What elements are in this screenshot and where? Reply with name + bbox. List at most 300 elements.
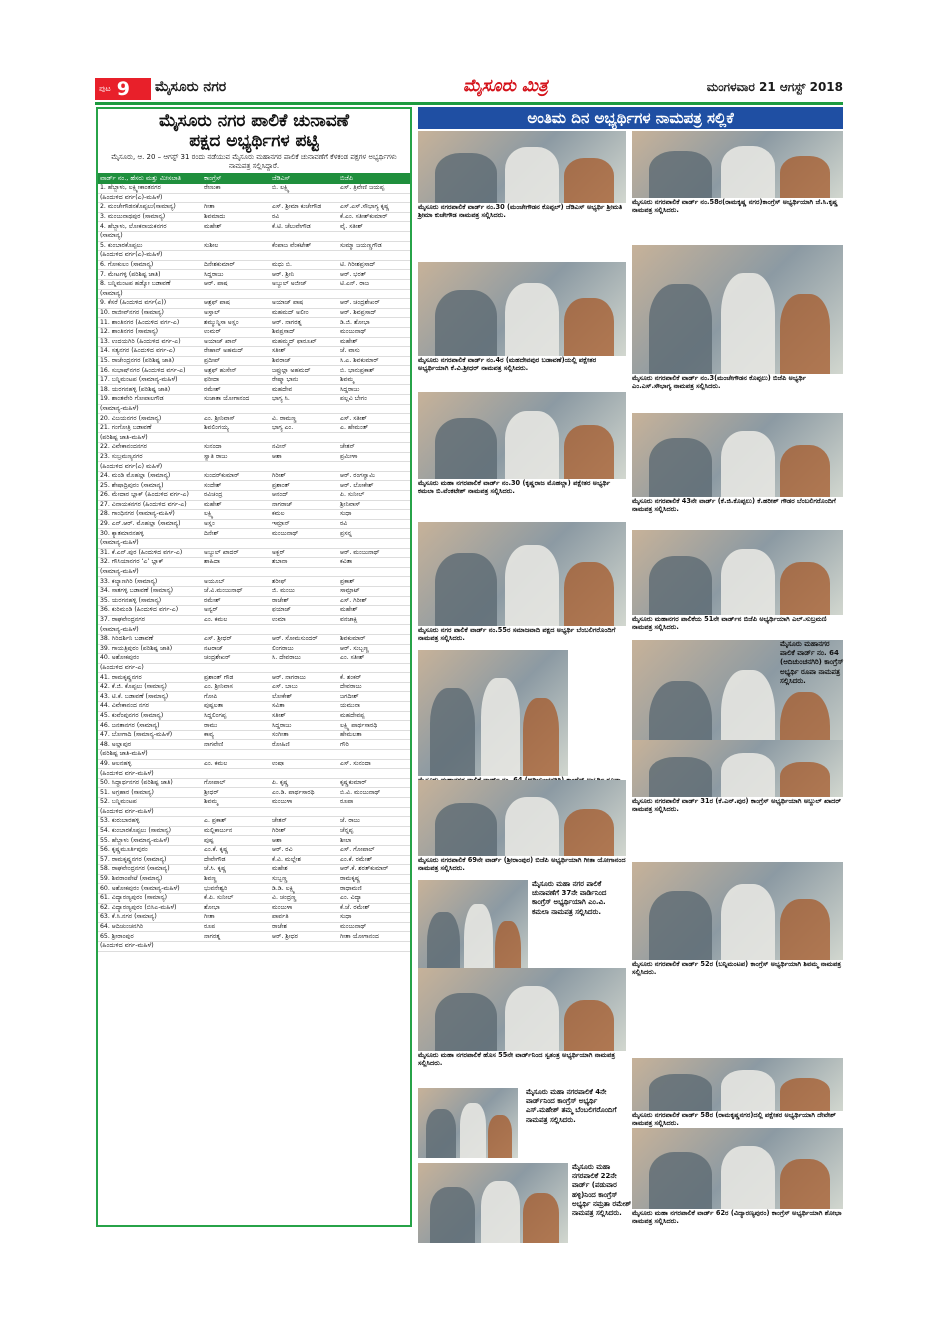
table-cell: ನವೀನ್ — [270, 443, 338, 453]
news-photo-tile — [418, 780, 626, 880]
table-cell: 54. ಕುಂಬಾರಕೊಪ್ಪಲು (ಸಾಮಾನ್ಯ) — [98, 826, 202, 836]
table-cell: 23. ಸುಬ್ರಮಣ್ಯನಗರ — [98, 452, 202, 462]
table-row — [98, 596, 410, 606]
table-cell: ರೇಣುಕಾ — [202, 184, 270, 193]
table-cell: ವೈ. ಸತೀಶ್ — [338, 222, 410, 232]
candidate-table — [98, 173, 410, 952]
news-photo-tile — [632, 1128, 843, 1233]
table-cell: ಸುನಂದಾ — [202, 443, 270, 453]
table-cell: ದಿನೇಶಕುಮಾರ್ — [202, 260, 270, 270]
table-cell: 47. ಬೋಗಾದಿ (ಸಾಮಾನ್ಯ-ಮಹಿಳೆ) — [98, 730, 202, 740]
table-cell: ಪ್ರಮೀಳಾ — [338, 452, 410, 462]
table-cell: ಜೆ.ವಿ.ಮಂಜುನಾಥ್ — [202, 586, 270, 596]
table-cell: ಶರೀಫ್ — [270, 577, 338, 587]
photo-caption: ಮೈಸೂರು ನಗರಪಾಲಿಕೆ ವಾರ್ಡ್ 58ರ (ರಾಮಕೃಷ್ಣನಗರ)ದಲ್ಲಿ ಪಕ್ಷೇತರ ಅಭ್ಯರ್ಥಿಯಾಗಿ ದೇವೇಶ್ ನಾಮಪತ್ರ ಸಲ್ಲಿಸಿದರು. — [632, 1111, 836, 1128]
table-cell: ದಿನೇಶ್ — [202, 529, 270, 539]
table-cell: 46. ಜನತಾನಗರ (ಸಾಮಾನ್ಯ) — [98, 721, 202, 731]
table-cell — [202, 404, 270, 414]
table-cell: ಸಾಮ್ರಾಟ್ — [338, 586, 410, 596]
table-cell: ಮಹೇಶ್ — [338, 606, 410, 616]
table-cell: 37. ರಾಘವೇಂದ್ರನಗರ — [98, 615, 202, 625]
table-cell: ಲೋಕೇಶ್ — [270, 692, 338, 702]
news-photo-tile — [632, 1058, 843, 1133]
table-cell: 12. ಶಾಂತಿನಗರ (ಸಾಮಾನ್ಯ) — [98, 327, 202, 337]
table-cell: 42. ಕೆ.ಜಿ. ಕೊಪ್ಪಲು (ಸಾಮಾನ್ಯ) — [98, 682, 202, 692]
table-row — [98, 836, 410, 846]
table-row — [98, 625, 410, 635]
table-row — [98, 193, 410, 203]
news-photo-tile — [418, 131, 626, 231]
table-cell: ಎಂ. ಕಮಲ — [202, 759, 270, 769]
table-cell: ಶಿವಣ್ಣ — [202, 874, 270, 884]
table-cell: ಎಸ್. ತ್ರಿವೇಣಿ ಜಯಪ್ಪ — [338, 184, 410, 193]
table-cell: ಆರ್. ಭರತ್ — [338, 270, 410, 280]
table-row — [98, 299, 410, 309]
table-cell — [270, 750, 338, 760]
table-cell: ಆರ್. ಶ್ರೀನಿ — [270, 270, 338, 280]
table-cell: ಲಿಂಗರಾಜು — [270, 644, 338, 654]
table-cell: ಲಕ್ಷ್ಮಿ ಪಾರ್ಥಸಾರಥಿ — [338, 721, 410, 731]
table-cell: ಅಯಾಜ್ ಪಾಷ — [270, 299, 338, 309]
table-row — [98, 308, 410, 318]
table-row — [98, 203, 410, 213]
table-cell: ಶಿವಮ್ಮ — [202, 798, 270, 808]
table-cell: (ಹಿಂದುಳಿದ ವರ್ಗ(ಎ) ಮಹಿಳೆ) — [98, 462, 202, 472]
photo-caption: ಮೈಸೂರು ಮಹಾನಗರ ಪಾಲಿಕೆಯ 51ನೇ ವಾರ್ಡ್‌ನ ಬಿಜೆಪಿ ಅಭ್ಯರ್ಥಿಯಾಗಿ ಎಲ್.ಸುಬ್ರಮಣಿ ನಾಮಪತ್ರ ಸಲ್ಲಿಸಿದರು. — [632, 615, 827, 632]
table-cell: ಆನಂದ್ — [270, 491, 338, 501]
table-cell — [202, 807, 270, 817]
table-row — [98, 385, 410, 395]
news-photo — [418, 1088, 518, 1158]
table-cell: 63. ಕೆ.ಸಿ.ನಗರ (ಸಾಮಾನ್ಯ) — [98, 913, 202, 923]
table-cell — [338, 193, 410, 203]
table-cell: ಅಸ್ತಾಲ್ — [202, 308, 270, 318]
table-cell: 28. ಗಾಂಧಿನಗರ (ಸಾಮಾನ್ಯ-ಮಹಿಳೆ) — [98, 510, 202, 520]
photo-caption: ಮೈಸೂರು ನಗರಪಾಲಿಕೆ ವಾರ್ಡ್ ನಂ.4ರ (ಮಹದೇವಪುರ ಬಡಾವಣೆ)ಯಲ್ಲಿ ಪಕ್ಷೇತರ ಅಭ್ಯರ್ಥಿಯಾಗಿ ಕೆ.ವಿ.ಶ್ರೀಧರ್ ನಾಮಪತ್ರ ಸಲ್ಲಿಸಿದರು. — [418, 356, 597, 373]
table-cell: 9. ಕೆಸರೆ (ಹಿಂದುಳಿದ ವರ್ಗ(ಎ)) — [98, 299, 202, 309]
table-cell: ಮಲ್ಲಿಕಾರ್ಜುನ — [202, 826, 270, 836]
table-cell — [338, 289, 410, 299]
table-cell: ಆರ್. ರವಿ — [270, 845, 338, 855]
table-cell — [270, 193, 338, 203]
table-cell: 40. ಅಶೋಕಪುರಂ — [98, 654, 202, 664]
table-cell: 18. ಯರಗನಹಳ್ಳಿ (ಪರಿಶಿಷ್ಟ ಜಾತಿ) — [98, 385, 202, 395]
table-cell: ಮಹೇಶ — [270, 865, 338, 875]
table-row — [98, 500, 410, 510]
table-cell: (ಹಿಂದುಳಿದ ವರ್ಗ-ಮಹಿಳೆ) — [98, 941, 202, 951]
table-cell: ಸಿ. ದೇವರಾಜು — [270, 654, 338, 664]
table-cell: (ಪರಿಶಿಷ್ಟ ಜಾತಿ-ಮಹಿಳೆ) — [98, 750, 202, 760]
table-cell: 29. ಎನ್.ಆರ್. ಮೊಹಲ್ಲಾ (ಸಾಮಾನ್ಯ) — [98, 519, 202, 529]
table-cell: ಪಿ. ಸುನೀಲ್ — [338, 491, 410, 501]
table-cell: ಎಸ್. ಗಿರೀಶ್ — [338, 596, 410, 606]
table-cell: ಉಮರ್ — [202, 327, 270, 337]
table-cell: 38. ಗಿರಿದರ್ಶಿನಿ ಬಡಾವಣೆ — [98, 634, 202, 644]
photo-caption: ಮೈಸೂರು ಮಹಾ ನಗರಪಾಲಿಕೆ ವಾರ್ಡ್ 62ರ (ವಿದ್ಯಾರಣ್ಯಪುರಂ) ಕಾಂಗ್ರೆಸ್ ಅಭ್ಯರ್ಥಿಯಾಗಿ ಶೋಭಾ ನಾಮಪತ್ರ ಸಲ್ಲಿಸಿದರು. — [632, 1209, 842, 1226]
table-row — [98, 548, 410, 558]
table-cell: (ಪರಿಶಿಷ್ಟ ಜಾತಿ-ಮಹಿಳೆ) — [98, 433, 202, 443]
table-cell: 11. ಶಾಂತಿನಗರ (ಹಿಂದುಳಿದ ವರ್ಗ-ಎ) — [98, 318, 202, 328]
news-photo — [632, 413, 843, 497]
table-cell: ರೂಪಾ — [338, 798, 410, 808]
table-cell: 36. ಕುರಿಮಂಡಿ (ಹಿಂದುಳಿದ ವರ್ಗ-ಎ) — [98, 606, 202, 616]
col-jds: ಜೆಡಿಎಸ್ — [270, 173, 338, 184]
table-cell: ಗಿರೀಶ್ — [270, 471, 338, 481]
table-cell: ಎಂ. ಕಮಲ — [202, 615, 270, 625]
table-cell: ನಟರಾಜ್ — [202, 644, 270, 654]
table-cell: ಶಮ್ಮುನ್ನಿಸಾ ಅಸ್ಲಂ — [202, 318, 270, 328]
table-cell: ಭಾಗ್ಯ ಎಂ. — [270, 423, 338, 433]
table-cell: ಚೇತನ್ — [270, 817, 338, 827]
table-cell: ಅನ್ವರ್ — [202, 606, 270, 616]
table-row — [98, 865, 410, 875]
table-cell: ಸಿದ್ದರಾಜು — [270, 721, 338, 731]
photo-caption: ಮೈಸೂರು ಮಹಾ ನಗರಪಾಲಿಕೆ ವಾರ್ಡ್ ನಂ.30 (ಕೃಷ್ಣರಾಜ ಮೊಹಲ್ಲಾ) ಪಕ್ಷೇತರ ಅಭ್ಯರ್ಥಿ ಕಮಲಾ ಬಿ.ವೆಂಕಟೇಶ್ ನಾಮಪತ್ರ ಸಲ್ಲಿಸಿದರು. — [418, 479, 611, 496]
table-row — [98, 817, 410, 827]
table-cell: (ಸಾಮಾನ್ಯ-ಮಹಿಳೆ) — [98, 567, 202, 577]
table-cell: 48. ಅಲ್ಲಾಪುರ — [98, 740, 202, 750]
news-photo — [632, 530, 843, 615]
table-cell: 30. ಕ್ಯಾತಮಾರನಹಳ್ಳಿ — [98, 529, 202, 539]
table-cell: ಶ್ರೀನಿವಾಸ್ — [338, 500, 410, 510]
table-cell: ಗೀತಾ — [202, 203, 270, 213]
table-cell — [202, 769, 270, 779]
table-row — [98, 481, 410, 491]
table-cell: ಸಂಗೀತಾ — [270, 730, 338, 740]
table-cell: ಕೃಷ್ಣಕುಮಾರ್ — [338, 778, 410, 788]
news-photo — [632, 245, 843, 374]
table-cell — [270, 231, 338, 241]
table-cell: ಸುಮ್ಮಾ ಜಯಣ್ಣಗೌಡ — [338, 241, 410, 251]
table-cell — [202, 433, 270, 443]
table-row — [98, 711, 410, 721]
table-cell: ರಮೇಶ್ — [202, 596, 270, 606]
table-cell: 59. ಶಿವರಾಂಪೇಟೆ (ಸಾಮಾನ್ಯ) — [98, 874, 202, 884]
table-cell: 25. ಶೇಷಾದ್ರಿಪುರಂ (ಸಾಮಾನ್ಯ) — [98, 481, 202, 491]
table-cell — [202, 941, 270, 951]
table-cell: ಬಿ. ಲಕ್ಷ್ಮಿ — [270, 184, 338, 193]
news-photo-tile — [418, 522, 626, 650]
table-row — [98, 941, 410, 951]
table-cell: ಎ. ಹೇಮಂತ್ — [338, 423, 410, 433]
table-cell: ಅಕ್ಬರ್ — [270, 548, 338, 558]
col-bjp: ಬಿಜೆಪಿ — [338, 173, 410, 184]
table-cell: ಕಾವ್ಯ — [202, 730, 270, 740]
table-cell: 31. ಕೆ.ಎನ್.ಪುರ (ಹಿಂದುಳಿದ ವರ್ಗ-ಎ) — [98, 548, 202, 558]
table-cell: 56. ಕೃಷ್ಣಮೂರ್ತಿಪುರಂ — [98, 845, 202, 855]
table-cell: ಗೀತಾ — [202, 913, 270, 923]
table-cell: ಮಹದೇವಪ್ಪ — [338, 711, 410, 721]
table-cell: 62. ವಿದ್ಯಾರಣ್ಯಪುರಂ (ಬಿಸಿಎ-ಮಹಿಳೆ) — [98, 903, 202, 913]
table-cell: ಎಸ್.ಎಸ್.ಸೌಭಾಗ್ಯ ಕೃಷ್ಣ — [338, 203, 410, 213]
table-cell: ಎಂ. ಶ್ರೀನಿವಾಸ್ — [202, 414, 270, 424]
news-photo — [632, 1128, 843, 1209]
table-cell: ಅಯೂಬ್ — [202, 577, 270, 587]
table-cell — [202, 289, 270, 299]
table-cell: 58. ರಾಘವೇಂದ್ರನಗರ (ಸಾಮಾನ್ಯ) — [98, 865, 202, 875]
table-cell: ಎಸ್. ಸತೀಶ್ — [338, 414, 410, 424]
table-cell: ಸತೀಶ್ — [270, 347, 338, 357]
table-row — [98, 356, 410, 366]
page-header — [95, 76, 843, 102]
table-row — [98, 932, 410, 942]
table-cell: 21. ಗಂಗೋತ್ರಿ ಬಡಾವಣೆ — [98, 423, 202, 433]
table-cell: ಆರ್. ರಂಗಸ್ವಾಮಿ — [338, 471, 410, 481]
table-cell: ಡಿ.ಜಿ. ಶೋಭಾ — [338, 318, 410, 328]
table-cell: ರಾಜೇಶ್ — [270, 596, 338, 606]
table-row — [98, 519, 410, 529]
table-cell: ಮಹೇಶ್ — [338, 337, 410, 347]
table-row — [98, 462, 410, 472]
table-cell: ಎಂ. ವಿದ್ಯಾ — [338, 893, 410, 903]
table-cell — [338, 251, 410, 261]
table-row — [98, 318, 410, 328]
table-cell: ಸಿದ್ದರಾಜು — [202, 270, 270, 280]
table-row — [98, 606, 410, 616]
table-cell: ಎಂ.ಡಿ. ಪಾರ್ಥಸಾರಥಿ — [270, 788, 338, 798]
table-cell — [202, 625, 270, 635]
table-cell: ಮಂಜುನಾಥ್ — [270, 529, 338, 539]
table-row — [98, 471, 410, 481]
list-title: ಮೈಸೂರು ನಗರ ಪಾಲಿಕೆ ಚುನಾವಣೆ — [158, 111, 350, 131]
table-cell: ವಿ. ರಾಮಣ್ಣ — [270, 414, 338, 424]
table-cell — [202, 193, 270, 203]
table-cell: ಆರ್. ಲೋಕೇಶ್ — [338, 481, 410, 491]
table-cell: ಶಿವಮ್ಮ — [338, 375, 410, 385]
table-cell: ಅಸ್ಲಂ — [202, 519, 270, 529]
table-cell: 45. ಕುವೆಂಪುನಗರ (ಸಾಮಾನ್ಯ) — [98, 711, 202, 721]
table-cell: ಸುಧಾ — [338, 913, 410, 923]
table-cell: ಕೆ. ಶಂಕರ್ — [338, 673, 410, 683]
table-cell — [202, 538, 270, 548]
list-intro: ಮೈಸೂರು, ಆ. 20 – ಆಗಸ್ಟ್ 31 ರಂದು ನಡೆಯುವ ಮೈಸೂರು ಮಹಾನಗರ ಪಾಲಿಕೆ ಚುನಾವಣೆಗೆ ಕೆಳಕಂಡ ಪಕ್ಷಗಳ ಅಭ್ಯರ್ಥಿಗಳು ನಾಮಪತ್ರ ಸಲ್ಲಿಸಿದ್ದಾರೆ. — [111, 153, 397, 170]
table-cell: ಕೆ.ವಿ. ಮಲ್ಲೇಶ — [270, 855, 338, 865]
table-cell: ರೋಹಿಣಿ — [270, 740, 338, 750]
table-row — [98, 289, 410, 299]
news-photo — [632, 862, 843, 960]
table-cell: ಜಿ. ಮಂಜು — [270, 586, 338, 596]
news-photo — [418, 522, 626, 626]
table-cell: ಸುಜಾತಾ ಯೋಗಾನಂದ — [202, 395, 270, 405]
table-cell: ಸುಶೀಲ — [202, 241, 270, 251]
table-cell: (ಸಾಮಾನ್ಯ) — [98, 231, 202, 241]
table-cell: ಭಾಗ್ಯ ಸಿ. — [270, 395, 338, 405]
table-cell: ಶಿವರಾಜ್ — [270, 356, 338, 366]
table-cell: ಚೆನ್ನಪ್ಪ — [338, 826, 410, 836]
table-cell — [202, 462, 270, 472]
table-cell: ಭುವನೇಶ್ವರಿ — [202, 884, 270, 894]
table-cell: 4. ಹೆಬ್ಬಾಳು, ಲೋಕನಾಯಕನಗರ — [98, 222, 202, 232]
table-cell: ಸಂದೇಶ್ — [202, 481, 270, 491]
table-cell: ಉಮಾ — [270, 615, 338, 625]
table-cell: 32. ಗೌಸಿಯಾನಗರ ‘ಎ’ ಬ್ಲಾಕ್ — [98, 558, 202, 568]
table-cell: 3. ಮಂಜುನಾಥಪುರ (ಸಾಮಾನ್ಯ) — [98, 212, 202, 222]
table-cell: 20. ವಿಜಯನಗರ (ಸಾಮಾನ್ಯ) — [98, 414, 202, 424]
table-cell: ಶಬಾನಾ — [270, 558, 338, 568]
table-row — [98, 778, 410, 788]
table-row — [98, 702, 410, 712]
page-number: 9 — [116, 78, 130, 100]
table-cell: ಇಮ್ರಾನ್ — [270, 519, 338, 529]
table-cell: ಸಿದ್ದಲಿಂಗಪ್ಪ — [202, 711, 270, 721]
table-cell: ಆರ್. ಚಂದ್ರಶೇಖರ್ — [338, 299, 410, 309]
table-cell: ಪ್ರಸನ್ನ — [338, 529, 410, 539]
table-cell: ಮಹೇಶ್ — [202, 500, 270, 510]
table-row — [98, 567, 410, 577]
table-header-row — [98, 173, 410, 184]
photo-caption: ಮೈಸೂರು ನಗರಪಾಲಿಕೆ ವಾರ್ಡ್ ನಂ.30 (ಮಂಚೇಗೌಡನ ಕೊಪ್ಪಲ್) ಜೆಡಿಎಸ್ ಅಭ್ಯರ್ಥಿ ಶ್ರೀಮತಿ ಶ್ರೀಮಾ ಕುಚೇಗೌಡ ನಾಮಪತ್ರ ಸಲ್ಲಿಸಿದರು. — [418, 203, 623, 220]
table-row — [98, 231, 410, 241]
table-row — [98, 529, 410, 539]
table-cell: ಸಿ.ಎ. ಶಿವಕುಮಾರ್ — [338, 356, 410, 366]
table-cell: ಮಂಜುನಾಥ್ — [338, 922, 410, 932]
table-row — [98, 222, 410, 232]
table-cell: ಶಿವಪ್ರಸಾದ್ — [270, 327, 338, 337]
table-row — [98, 634, 410, 644]
table-row — [98, 893, 410, 903]
table-cell: ರಾಮಕೃಷ್ಣ — [338, 874, 410, 884]
table-cell — [270, 941, 338, 951]
table-cell: ಜೆ. ವಾಸು — [338, 347, 410, 357]
table-row — [98, 692, 410, 702]
table-row — [98, 884, 410, 894]
table-cell: ಅಯಾಜ್ ಖಾನ್ — [202, 337, 270, 347]
news-photo-tile — [632, 245, 843, 400]
table-row — [98, 586, 410, 596]
table-row — [98, 577, 410, 587]
table-cell: ಅಶ್ರಫ್ ಹುಸೇನ್ — [202, 366, 270, 376]
photo-caption: ಮೈಸೂರು ನಗರಪಾಲಿಕೆ ವಾರ್ಡ್ 52ರ (ಬನ್ನಿಮಂಟಪ) ಕಾಂಗ್ರೆಸ್ ಅಭ್ಯರ್ಥಿಯಾಗಿ ಶಿವಮ್ಮ ನಾಮಪತ್ರ ಸಲ್ಲಿಸಿದರು. — [632, 960, 841, 977]
table-cell: ಕೆ.ಪಿ. ಸುನೀಲ್ — [202, 893, 270, 903]
table-cell: ದೇವರಾಜು — [338, 682, 410, 692]
table-cell: ಪ್ರದೀಪ್ — [202, 356, 270, 366]
table-cell: 14. ಸತ್ಯನಗರ (ಹಿಂದುಳಿದ ವರ್ಗ-ಎ) — [98, 347, 202, 357]
table-cell: ರಮೇಶ್ — [202, 385, 270, 395]
table-cell: (ಹಿಂದುಳಿದ ವರ್ಗ-ಮಹಿಳೆ) — [98, 769, 202, 779]
table-cell: ಡಿ.ಡಿ. ಲಕ್ಷ್ಮಿ — [270, 884, 338, 894]
table-cell: 13. ಉದಯಗಿರಿ (ಹಿಂದುಳಿದ ವರ್ಗ-ಎ) — [98, 337, 202, 347]
header-rule — [95, 102, 843, 105]
table-row — [98, 855, 410, 865]
table-cell: ಸಿದ್ದರಾಜು — [338, 385, 410, 395]
table-cell: ಶಿವಲಿಂಗಯ್ಯ — [202, 423, 270, 433]
table-cell: 49. ಆಲನಹಳ್ಳಿ — [98, 759, 202, 769]
table-cell: 1. ಹೆಬ್ಬಾಳು, ಲಕ್ಷ್ಮೀಕಾಂತನಗರ — [98, 184, 202, 193]
news-photo-tile — [418, 392, 626, 507]
table-cell: ರಾಧಾಮಣಿ — [338, 884, 410, 894]
table-cell: 22. ವಿವೇಕಾನಂದನಗರ — [98, 443, 202, 453]
col-congress: ಕಾಂಗ್ರೆಸ್ — [202, 173, 270, 184]
table-cell: ಗೌರಿ — [338, 740, 410, 750]
table-row — [98, 443, 410, 453]
table-cell: (ಹಿಂದುಳಿದ ವರ್ಗ-ಎ) — [98, 663, 202, 673]
table-cell: ಹೇಮಲತಾ — [338, 730, 410, 740]
table-cell: 24. ಮಂಡಿ ಮೊಹಲ್ಲಾ (ಸಾಮಾನ್ಯ) — [98, 471, 202, 481]
table-cell: ಎಸ್. ಗೋಪಾಲ್ — [338, 845, 410, 855]
table-cell: ಸುಂದರ್‌ಕುಮಾರ್ — [202, 471, 270, 481]
table-cell: ಆರ್.ಕೆ. ಶರತ್‌ಕುಮಾರ್ — [338, 865, 410, 875]
table-cell: ಮಂಜುಳಾ — [270, 798, 338, 808]
table-row — [98, 337, 410, 347]
table-cell: ಸುಧಾ — [338, 510, 410, 520]
table-row — [98, 270, 410, 280]
news-photo — [632, 131, 843, 198]
table-cell — [338, 941, 410, 951]
table-cell: ರವಿಚಂದ್ರ — [202, 491, 270, 501]
table-row — [98, 845, 410, 855]
table-cell — [202, 231, 270, 241]
table-cell: ಶಿವಮಾದು — [202, 212, 270, 222]
table-cell: ಸತೀಶ್ — [270, 711, 338, 721]
photo-caption: ಮೈಸೂರು ನಗರಪಾಲಿಕೆ ವಾರ್ಡ್ ನಂ.3(ಮಂಚೇಗೌಡನ ಕೊಪ್ಪಲು) ಬಿಜೆಪಿ ಅಭ್ಯರ್ಥಿ ಎಂ.ಎಸ್.ಸೌಭಾಗ್ಯ ನಾಮಪತ್ರ ಸಲ್ಲಿಸಿದರು. — [632, 374, 807, 391]
table-cell: ಅಬ್ದುಲ್ ಅಜೀಜ್ — [270, 279, 338, 289]
table-cell — [202, 663, 270, 673]
table-cell: ಎಸ್. ಬಾಬು — [270, 682, 338, 692]
table-cell: ಮಂಜುನಾಥ್ — [338, 327, 410, 337]
table-row — [98, 788, 410, 798]
table-cell: ಪುಷ್ಪಲತಾ — [202, 702, 270, 712]
table-row — [98, 538, 410, 548]
table-cell: ಕೆಂಪಾಜ ವೆಂಕಟೇಶ್ — [270, 241, 338, 251]
table-cell: ರೂಪ — [202, 922, 270, 932]
table-cell: ಸುಬ್ಬಣ್ಣ — [270, 874, 338, 884]
table-row — [98, 730, 410, 740]
table-row — [98, 759, 410, 769]
table-cell: ನಾಗರತ್ನ — [202, 932, 270, 942]
table-cell: ಪಾರ್ವತಿ — [270, 913, 338, 923]
table-cell: ಜಗದೀಶ್ — [338, 692, 410, 702]
table-cell: (ಹಿಂದುಳಿದ ವರ್ಗ(ಎ)-ಮಹಿಳೆ) — [98, 193, 202, 203]
table-cell: ಕೆ.ಜೆ. ರಮೇಶ್ — [338, 903, 410, 913]
table-row — [98, 241, 410, 251]
table-cell: ಗಿರೀಶ್ — [270, 826, 338, 836]
table-cell: ರೇಹಾನ್ ಅಹಮದ್ — [202, 347, 270, 357]
table-cell — [270, 769, 338, 779]
table-cell: ಆಶ್ರಫ್ ಪಾಷ — [202, 299, 270, 309]
table-row — [98, 433, 410, 443]
table-row — [98, 798, 410, 808]
candidate-table-body — [98, 184, 410, 951]
table-cell: ಆರ್. ಮಂಜುನಾಥ್ — [338, 548, 410, 558]
table-cell: 55. ಹೆಬ್ಬಾಳು (ಸಾಮಾನ್ಯ-ಮಹಿಳೆ) — [98, 836, 202, 846]
news-photo — [632, 1058, 843, 1111]
table-cell — [270, 538, 338, 548]
table-cell: ಆರ್. ಸೋಮಸುಂದರ್ — [270, 634, 338, 644]
table-cell: ಶೋಭಾ — [202, 903, 270, 913]
table-cell: ಗೋಪಾಲ್ — [202, 778, 270, 788]
table-cell: 6. ಗೋಕುಲಂ (ಸಾಮಾನ್ಯ) — [98, 260, 202, 270]
table-row — [98, 826, 410, 836]
table-cell: ಜೆ.ಸಿ. ಕೃಷ್ಣ — [202, 865, 270, 875]
table-cell: ವಿ. ಚಂದ್ರಣ್ಣ — [270, 893, 338, 903]
table-cell: ಲಕ್ಷ್ಮಿ — [202, 510, 270, 520]
table-cell: ಚೇತನ್ — [338, 443, 410, 453]
news-photo-tile — [418, 262, 626, 380]
news-photo-tile — [632, 530, 843, 637]
table-row — [98, 769, 410, 779]
table-cell: (ಹಿಂದುಳಿದ ವರ್ಗ-ಮಹಿಳೆ) — [98, 807, 202, 817]
table-cell: 43. ಟಿ.ಕೆ. ಬಡಾವಣೆ (ಸಾಮಾನ್ಯ) — [98, 692, 202, 702]
table-cell: ಎಸ್. ಶ್ರೀಧರ್ — [202, 634, 270, 644]
table-row — [98, 874, 410, 884]
table-cell: 7. ಮೇಟಗಳ್ಳಿ (ಪರಿಶಿಷ್ಟ ಜಾತಿ) — [98, 270, 202, 280]
table-row — [98, 654, 410, 664]
news-photo-tile — [418, 1088, 518, 1158]
table-cell: ಆರ್. ಪಾಷ — [202, 279, 270, 289]
table-cell: ಎಂ. ಸತೀಶ್ — [338, 654, 410, 664]
table-row — [98, 347, 410, 357]
table-cell — [338, 404, 410, 414]
